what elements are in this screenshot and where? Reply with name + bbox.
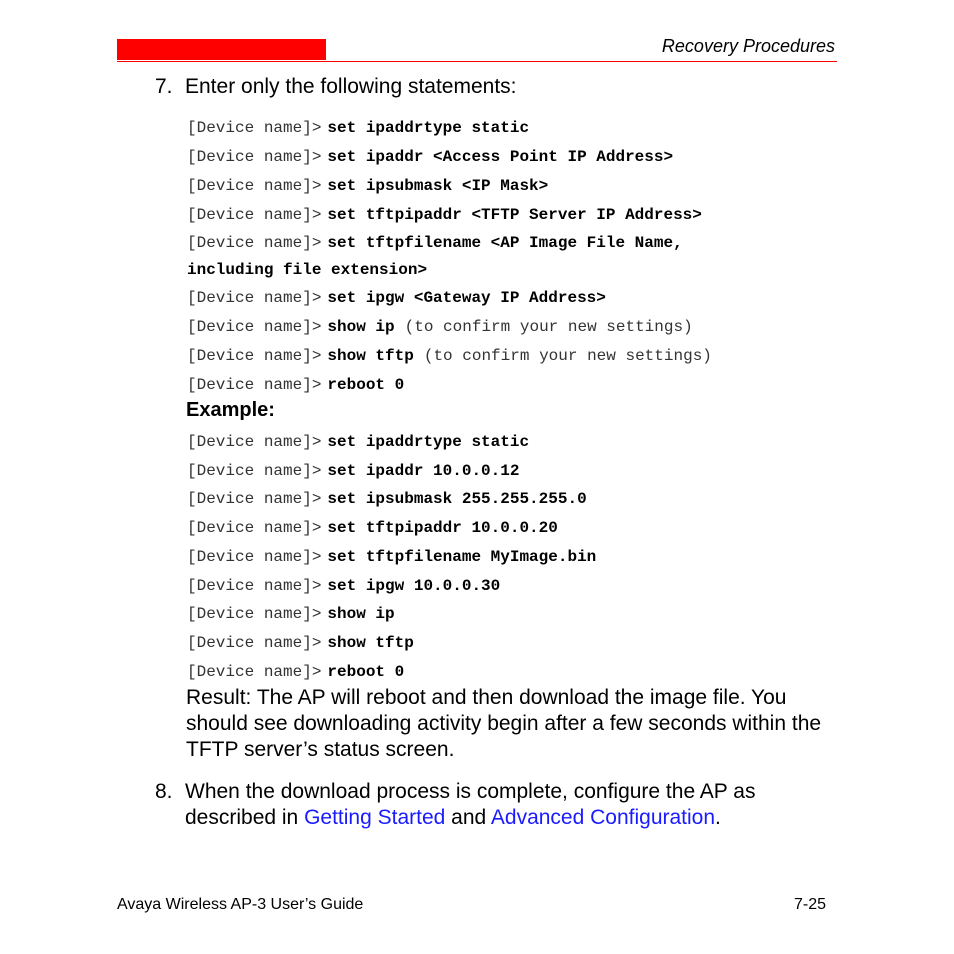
step-number: 8.	[155, 780, 173, 803]
code-line	[187, 633, 414, 653]
prompt: [Device name]>	[187, 663, 322, 681]
code-line	[187, 547, 596, 567]
prompt: [Device name]>	[187, 519, 322, 537]
prompt: [Device name]>	[187, 119, 322, 137]
code-line	[187, 288, 606, 308]
command: show ip	[327, 605, 395, 623]
command: set ipsubmask <IP Mask>	[327, 177, 549, 195]
command: set tftpfilename <AP Image File Name,	[327, 234, 683, 252]
prompt: [Device name]>	[187, 289, 322, 307]
comment: (to confirm your new settings)	[404, 318, 693, 336]
code-line	[187, 604, 395, 624]
prompt: [Device name]>	[187, 206, 322, 224]
command: set tftpipaddr <TFTP Server IP Address>	[327, 206, 702, 224]
code-line	[187, 489, 587, 509]
command: set tftpfilename MyImage.bin	[327, 548, 597, 566]
advanced-configuration-link[interactable]: Advanced Configuration	[490, 806, 716, 829]
code-line	[187, 576, 500, 596]
code-line	[187, 147, 673, 167]
code-line	[187, 233, 683, 253]
command: show tftp	[327, 634, 414, 652]
code-line	[187, 317, 693, 337]
getting-started-link[interactable]: Getting Started	[304, 806, 446, 829]
command: reboot 0	[327, 376, 405, 394]
command: including file extension>	[187, 261, 428, 279]
code-line	[187, 518, 558, 538]
code-line	[187, 118, 529, 138]
footer-title: Avaya Wireless AP-3 User’s Guide	[117, 896, 364, 913]
code-line	[187, 260, 427, 280]
step-number: 7.	[155, 75, 173, 98]
command: set ipgw <Gateway IP Address>	[327, 289, 606, 307]
comment: (to confirm your new settings)	[423, 347, 712, 365]
command: set ipaddrtype static	[327, 119, 530, 137]
running-head: Recovery Procedures	[661, 36, 835, 56]
prompt: [Device name]>	[187, 148, 322, 166]
prompt: [Device name]>	[187, 634, 322, 652]
code-line	[187, 461, 519, 481]
code-line	[187, 205, 702, 225]
prompt: [Device name]>	[187, 605, 322, 623]
prompt: [Device name]>	[187, 548, 322, 566]
code-line	[187, 432, 529, 452]
prompt: [Device name]>	[187, 376, 322, 394]
code-line	[187, 176, 548, 196]
prompt: [Device name]>	[187, 177, 322, 195]
command: set tftpipaddr 10.0.0.20	[327, 519, 558, 537]
command: set ipgw 10.0.0.30	[327, 577, 501, 595]
step-text	[185, 779, 835, 831]
code-line	[187, 375, 404, 395]
header-accent-bar	[117, 39, 326, 60]
prompt: [Device name]>	[187, 433, 322, 451]
step-text-part: When the download process is complete, configure the AP as described in	[185, 780, 756, 829]
command: show tftp	[327, 347, 414, 365]
prompt: [Device name]>	[187, 318, 322, 336]
header-rule	[117, 61, 837, 62]
prompt: [Device name]>	[187, 577, 322, 595]
prompt: [Device name]>	[187, 490, 322, 508]
prompt: [Device name]>	[187, 462, 322, 480]
code-line	[187, 662, 404, 682]
prompt: [Device name]>	[187, 234, 322, 252]
command: set ipsubmask 255.255.255.0	[327, 490, 587, 508]
step-text: Enter only the following statements:	[185, 75, 517, 98]
example-label: Example:	[186, 399, 275, 421]
result-paragraph: Result: The AP will reboot and then download the image file. You should see downloading activity begin after a few seconds within the TFTP server’s status screen.	[186, 686, 822, 761]
command: set ipaddrtype static	[327, 433, 530, 451]
code-line	[187, 346, 712, 366]
command: set ipaddr <Access Point IP Address>	[327, 148, 674, 166]
step-text-part: .	[715, 806, 721, 829]
command: set ipaddr 10.0.0.12	[327, 462, 520, 480]
prompt: [Device name]>	[187, 347, 322, 365]
command: show ip	[327, 318, 395, 336]
step-text-part: and	[445, 806, 491, 829]
page-number: 7-25	[793, 896, 826, 913]
command: reboot 0	[327, 663, 405, 681]
